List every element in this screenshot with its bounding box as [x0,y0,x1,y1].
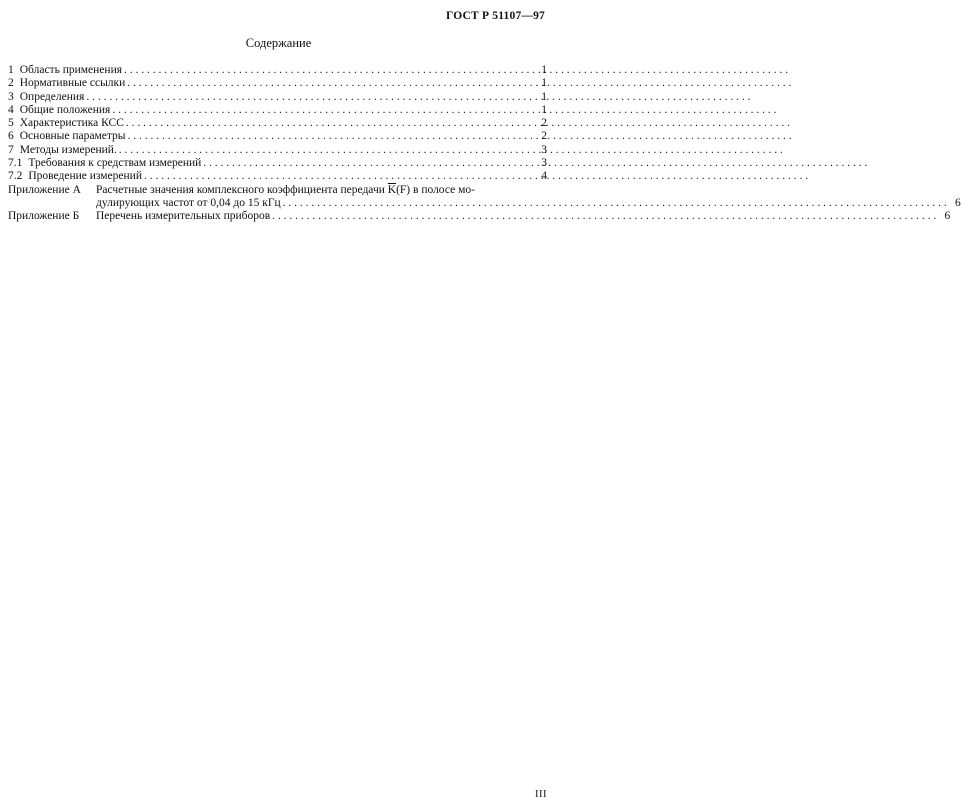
appendix-title-line-1 [96,210,950,223]
toc-entry-3[interactable] [8,91,547,104]
toc-entry-5[interactable] [8,117,547,130]
toc-leader-dots [283,197,947,210]
toc-entry-page: 3 [541,143,547,156]
standard-designation: ГОСТ Р 51107—97 [446,10,545,22]
toc-entry-number: 6 [8,130,14,143]
toc-entry-title: Определения [19,90,85,103]
appendix-title-part: Перечень измерительных приборов [96,210,271,223]
toc-leader-dots [127,77,533,90]
toc-leader-dots [144,170,533,183]
toc-entry-title: Область применения [19,64,123,76]
toc-leader-dots [86,91,533,104]
appendix-body [96,210,950,223]
toc-entry-page: 3 [541,157,547,170]
toc-entry-number: 3 [8,90,14,103]
toc-entry-page: 1 [541,90,547,103]
complex-coefficient-symbol: $\overline{K}$ [387,183,397,196]
toc-entry-page: 1 [541,64,547,76]
toc-entry-7[interactable] [8,144,547,157]
toc-title: Содержание [245,36,312,50]
toc-leader-dots [112,104,533,117]
toc-entry-number: 7 [8,143,14,156]
toc-entry-title: Нормативные ссылки [19,77,126,90]
table-of-contents [8,64,961,224]
appendix-title-part: дулирующих частот от 0,04 до 15 кГц [96,196,281,209]
toc-entry-4[interactable] [8,104,547,117]
toc-leader-dots [128,130,534,143]
toc-entry-6[interactable] [8,130,547,143]
toc-entry-page: 1 [541,103,547,116]
toc-leader-dots [126,117,533,130]
appendix-title-part: Расчетные значения комплексного коэффициента передачи [96,183,385,196]
toc-appendix-b[interactable] [8,210,951,223]
toc-entry-page: 1 [541,77,547,90]
toc-entry-number: 1 [8,64,14,76]
appendix-title-line-1 [96,184,961,197]
toc-entry-2[interactable] [8,77,547,90]
toc-entry-page: 2 [541,117,547,130]
toc-entry-number: 5 [8,117,14,130]
toc-appendix-a[interactable] [8,183,961,211]
toc-entry-1[interactable] [8,64,547,77]
toc-leader-dots [119,144,533,157]
toc-entry-page: 6 [955,196,961,209]
toc-entry-number: 4 [8,103,14,116]
toc-leader-dots [203,157,533,170]
toc-leader-dots [124,64,533,77]
toc-entry-page: 6 [944,210,951,223]
toc-entry-number: 7.1 [8,157,23,170]
appendix-label: Приложение Б [8,210,80,223]
toc-entry-title: Основные параметры [19,130,126,143]
toc-leader-dots [272,210,936,223]
toc-entry-number: 2 [8,77,14,90]
toc-entry-number: 7.2 [8,170,23,183]
appendix-body [96,184,961,211]
appendix-label: Приложение А [8,183,81,196]
toc-entry-title: Характеристика КСС [19,117,124,130]
toc-entry-title: Методы измерений. [19,143,117,156]
toc-entry-7-1[interactable] [8,157,547,170]
appendix-title-line-2 [96,197,961,210]
appendix-title-part: (F) в полосе мо- [396,183,475,196]
page-number: III [535,789,547,800]
toc-entry-page: 4 [541,170,547,183]
toc-entry-7-2[interactable] [8,170,547,183]
toc-entry-title: Проведение измерений [28,170,142,183]
toc-entry-page: 2 [541,130,547,143]
toc-entry-title: Общие положения [19,103,111,116]
toc-entry-title: Требования к средствам измерений [28,157,202,170]
